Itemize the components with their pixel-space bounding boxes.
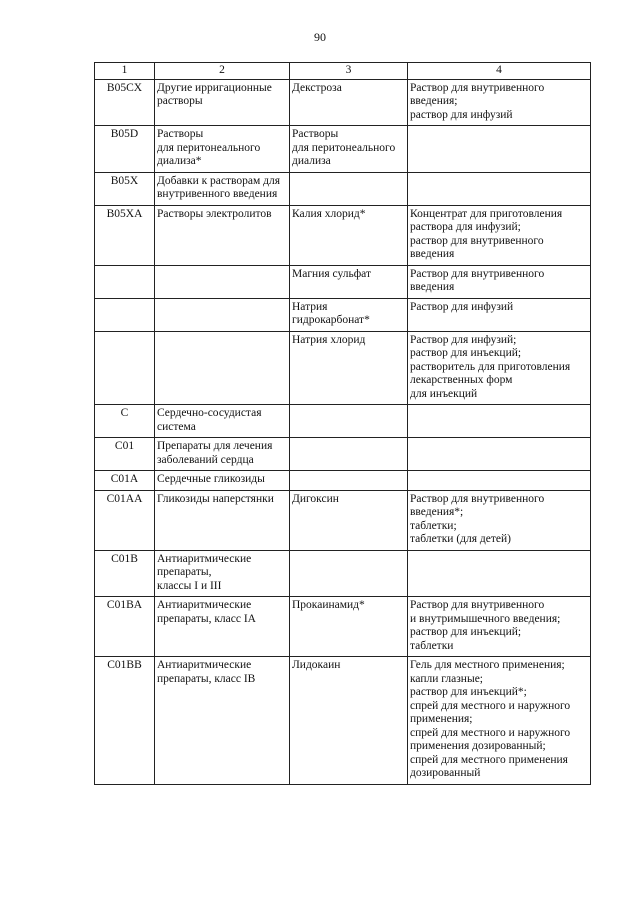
table-row	[95, 331, 591, 405]
group-name-cell: Антиаритмические препараты, классы I и III	[155, 550, 290, 597]
table-row	[95, 438, 591, 471]
group-name-cell: Антиаритмические препараты, класс IA	[155, 597, 290, 657]
drug-name-cell	[290, 405, 408, 438]
drug-name-cell: Натрия хлорид	[290, 331, 408, 405]
dosage-form-cell: Раствор для внутривенного введения	[408, 265, 591, 298]
table-row	[95, 597, 591, 657]
atc-code-cell: B05CX	[95, 79, 155, 126]
atc-code-cell: C01BA	[95, 597, 155, 657]
drug-name-cell: Магния сульфат	[290, 265, 408, 298]
drug-name-cell	[290, 438, 408, 471]
group-name-cell: Сердечные гликозиды	[155, 471, 290, 491]
table-row	[95, 205, 591, 265]
table-row	[95, 172, 591, 205]
dosage-form-cell	[408, 471, 591, 491]
atc-code-cell	[95, 331, 155, 405]
group-name-cell: Препараты для лечения заболеваний сердца	[155, 438, 290, 471]
drug-name-cell: Натрия гидрокарбонат*	[290, 298, 408, 331]
group-name-cell: Антиаритмические препараты, класс IB	[155, 657, 290, 785]
table-body	[95, 79, 591, 784]
drug-name-cell: Растворы для перитонеального диализа	[290, 126, 408, 173]
drug-name-cell: Прокаинамид*	[290, 597, 408, 657]
dosage-form-cell: Раствор для инфузий; раствор для инъекций; растворитель для приготовления лекарственных форм для инъекций	[408, 331, 591, 405]
table-row	[95, 298, 591, 331]
dosage-form-cell	[408, 438, 591, 471]
table-row	[95, 405, 591, 438]
atc-code-cell: B05XA	[95, 205, 155, 265]
atc-code-cell: B05D	[95, 126, 155, 173]
atc-code-cell: C01AA	[95, 490, 155, 550]
dosage-form-cell: Гель для местного применения; капли глазные; раствор для инъекций*; спрей для местного и наружного применения; спрей для местного и наружного применения дозированный; спрей для местного применения дозированный	[408, 657, 591, 785]
drug-name-cell: Лидокаин	[290, 657, 408, 785]
group-name-cell: Добавки к растворам для внутривенного введения	[155, 172, 290, 205]
dosage-form-cell	[408, 405, 591, 438]
table-row	[95, 471, 591, 491]
table-row	[95, 265, 591, 298]
drug-name-cell	[290, 172, 408, 205]
drug-name-cell: Калия хлорид*	[290, 205, 408, 265]
page-number: 90	[314, 30, 326, 44]
dosage-form-cell: Раствор для внутривенного и внутримышечного введения; раствор для инъекций; таблетки	[408, 597, 591, 657]
group-name-cell	[155, 298, 290, 331]
atc-code-cell: C01	[95, 438, 155, 471]
group-name-cell	[155, 331, 290, 405]
dosage-form-cell: Концентрат для приготовления раствора для инфузий; раствор для внутривенного введения	[408, 205, 591, 265]
group-name-cell	[155, 265, 290, 298]
drug-name-cell	[290, 471, 408, 491]
dosage-form-cell	[408, 172, 591, 205]
table-row	[95, 550, 591, 597]
dosage-form-cell	[408, 126, 591, 173]
group-name-cell: Другие ирригационные растворы	[155, 79, 290, 126]
atc-code-cell	[95, 265, 155, 298]
column-header-4: 4	[408, 63, 591, 80]
column-header-3: 3	[290, 63, 408, 80]
drug-name-cell	[290, 550, 408, 597]
column-header-1: 1	[95, 63, 155, 80]
column-header-2: 2	[155, 63, 290, 80]
table-row	[95, 657, 591, 785]
dosage-form-cell: Раствор для внутривенного введения; раствор для инфузий	[408, 79, 591, 126]
group-name-cell: Сердечно-сосудистая система	[155, 405, 290, 438]
table-row	[95, 490, 591, 550]
table-row	[95, 79, 591, 126]
atc-code-cell: C01B	[95, 550, 155, 597]
group-name-cell: Гликозиды наперстянки	[155, 490, 290, 550]
atc-code-cell: C01A	[95, 471, 155, 491]
table-header-row	[95, 63, 591, 80]
dosage-form-cell	[408, 550, 591, 597]
group-name-cell: Растворы для перитонеального диализа*	[155, 126, 290, 173]
group-name-cell: Растворы электролитов	[155, 205, 290, 265]
atc-code-cell: B05X	[95, 172, 155, 205]
drug-name-cell: Дигоксин	[290, 490, 408, 550]
dosage-form-cell: Раствор для внутривенного введения*; таблетки; таблетки (для детей)	[408, 490, 591, 550]
table-row	[95, 126, 591, 173]
drug-table	[94, 62, 591, 785]
drug-name-cell: Декстроза	[290, 79, 408, 126]
atc-code-cell: C	[95, 405, 155, 438]
atc-code-cell	[95, 298, 155, 331]
atc-code-cell: C01BB	[95, 657, 155, 785]
dosage-form-cell: Раствор для инфузий	[408, 298, 591, 331]
